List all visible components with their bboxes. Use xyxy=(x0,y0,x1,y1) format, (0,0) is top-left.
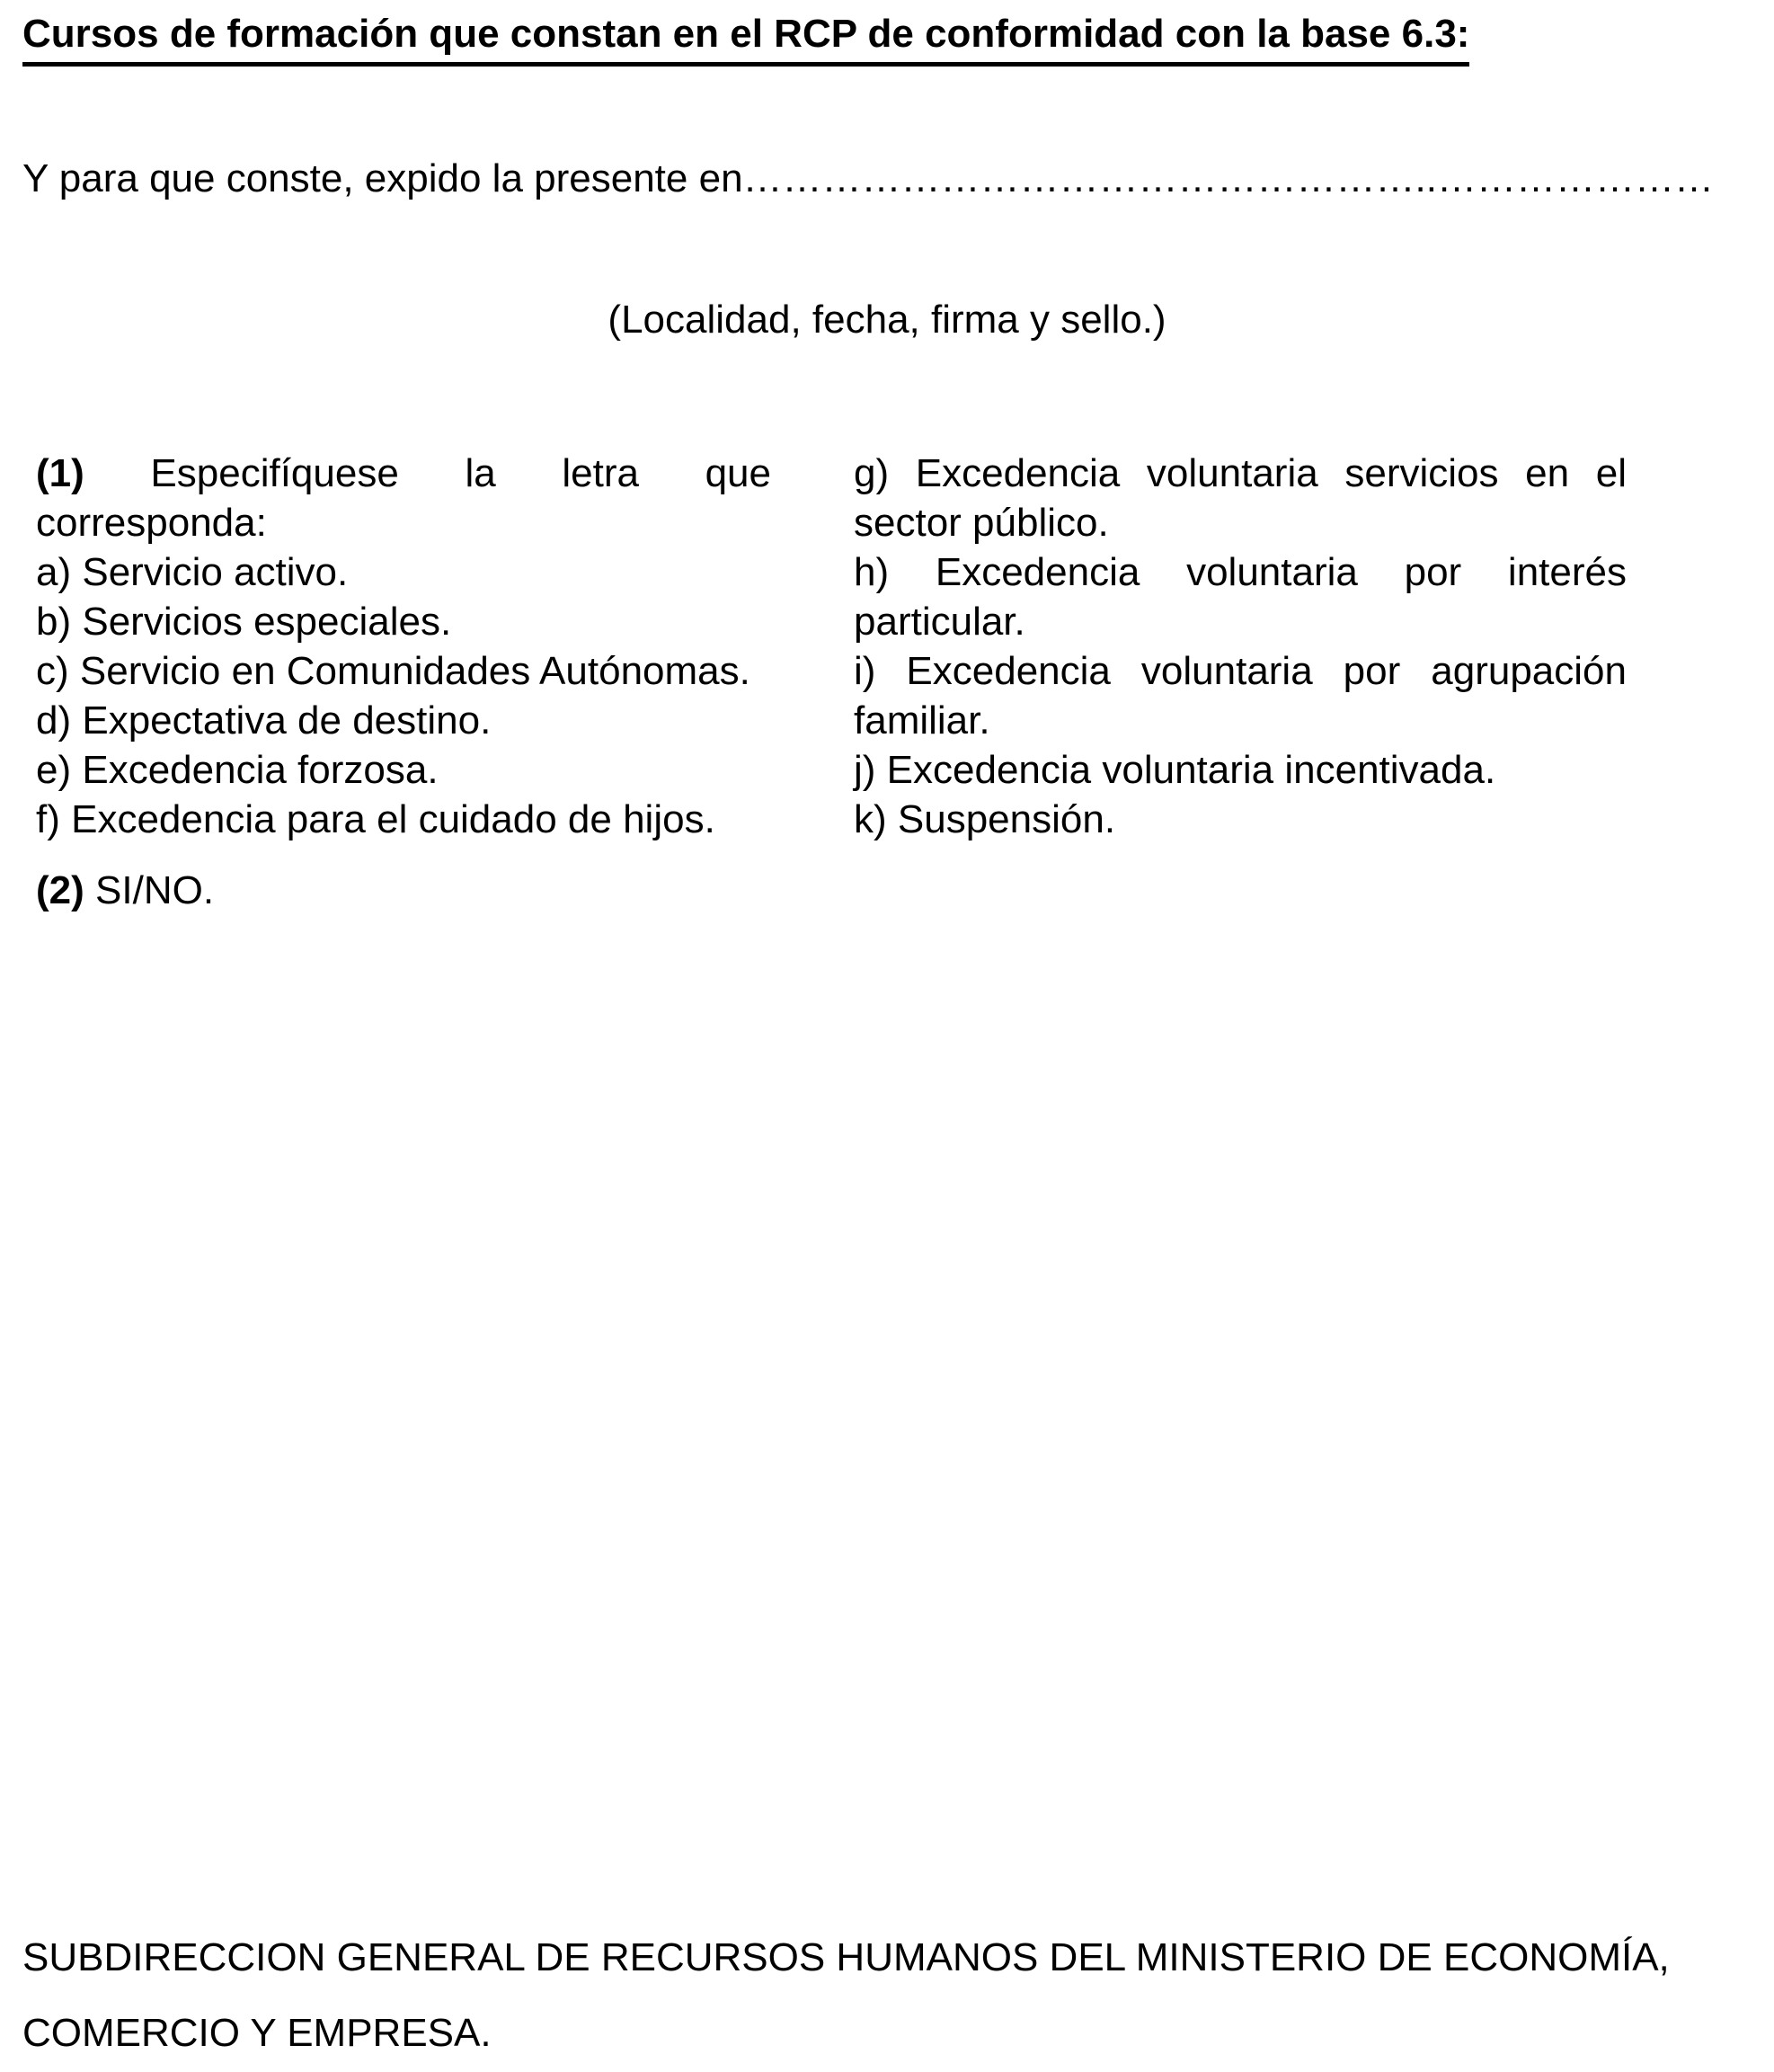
expedition-text: Y para que conste, expido la presente en xyxy=(22,156,743,200)
footnote-1-intro xyxy=(36,449,771,547)
list-item-f: f) Excedencia para el cuidado de hijos. xyxy=(36,797,715,841)
list-item-e: e) Excedencia forzosa. xyxy=(36,748,439,792)
list-item-a: a) Servicio activo. xyxy=(36,550,349,594)
issuing-authority: SUBDIRECCION GENERAL DE RECURSOS HUMANOS DEL MINISTERIO DE ECONOMÍA, COMERCIO Y EMPRESA. xyxy=(22,1935,1670,2055)
signature-note: (Localidad, fecha, firma y sello.) xyxy=(608,298,1166,342)
footnote-1-column-right xyxy=(854,449,1627,844)
list-item-j: j) Excedencia voluntaria incentivada. xyxy=(854,748,1496,792)
list-item-k: k) Suspensión. xyxy=(854,797,1116,841)
list-item-c: c) Servicio en Comunidades Autónomas. xyxy=(36,649,750,693)
list-item-b: b) Servicios especiales. xyxy=(36,600,452,644)
footnote-1-intro-text: Especifíquese la letra que corresponda: xyxy=(36,451,771,545)
list-item-d: d) Expectativa de destino. xyxy=(36,698,492,743)
footnote-1-label: (1) xyxy=(36,451,84,495)
footnote-2 xyxy=(36,866,214,915)
footnote-2-text: SI/NO. xyxy=(95,868,215,912)
list-item-g: g) Excedencia voluntaria servicios en el sector público. xyxy=(854,451,1627,545)
list-item-i: i) Excedencia voluntaria por agrupación familiar. xyxy=(854,649,1627,743)
document-title-text: Cursos de formación que constan en el RCP de conformidad con la base 6.3: xyxy=(22,10,1469,67)
footnote-1-column-left xyxy=(36,449,771,844)
footnote-columns xyxy=(36,449,1627,844)
document-title xyxy=(22,10,1752,67)
expedition-line xyxy=(22,155,1730,202)
footnote-2-label: (2) xyxy=(36,868,84,912)
fill-in-dots: ……………………………………………..………………… xyxy=(742,156,1714,200)
list-item-h: h) Excedencia voluntaria por interés particular. xyxy=(854,550,1627,644)
